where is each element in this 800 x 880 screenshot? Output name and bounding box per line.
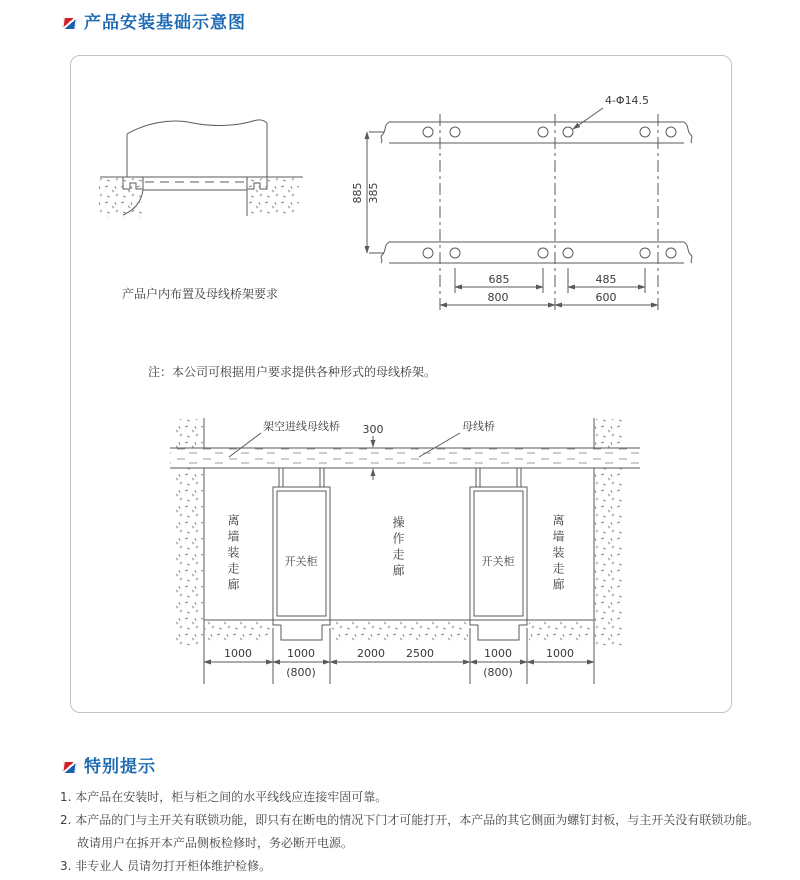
ground-hatch-middle — [332, 622, 468, 642]
dim-685: 685 — [488, 273, 510, 286]
dim-mid-2000: 2000 — [357, 647, 385, 660]
dim-left-1000: 1000 — [224, 647, 252, 660]
dim-right-1000: 1000 — [546, 647, 574, 660]
dim-cab1-800: (800) — [286, 666, 316, 679]
notice-item-3: 3. 非专业人 员请勿打开柜体维护检修。 — [60, 859, 272, 873]
overhead-busbar-label: 架空进线母线桥 — [263, 420, 340, 433]
indoor-layout-drawing — [99, 120, 303, 301]
dim-cab1-1000: 1000 — [287, 647, 315, 660]
diagram-note: 注：本公司可根据用户要求提供各种形式的母线桥架。 — [148, 365, 437, 379]
cabinet-left-label: 开关柜 — [284, 555, 318, 568]
busbar-bridge-label: 母线桥 — [462, 420, 495, 433]
corridor-wall-left-label: 离墙装走廊 — [226, 514, 240, 594]
dim-485: 485 — [595, 273, 617, 286]
notice-item-2: 2. 本产品的门与主开关有联锁功能，即只有在断电的情况下门才可能打开，本产品的其它侧面为螺钉封板，与主开关没有联锁功能。故请用户在拆开本产品侧板检修时，务必断开电源。 — [60, 813, 760, 850]
notice-section-header — [63, 757, 156, 777]
concrete-hatch-left — [99, 178, 144, 218]
cabinet-right-label: 开关柜 — [481, 555, 515, 568]
switch-cabinet-left — [273, 468, 330, 640]
concrete-hatch-right — [249, 178, 299, 214]
dim-600: 600 — [595, 291, 617, 304]
notice-section-title: 特别提示 — [84, 757, 156, 777]
dim-cab2-1000: 1000 — [484, 647, 512, 660]
install-section-header — [63, 13, 246, 33]
dim-885: 885 — [351, 182, 364, 204]
indoor-layout-caption: 产品户内布置及母线桥架要求 — [121, 287, 279, 301]
busbar-frame-drawing — [351, 94, 692, 312]
dim-mid-2500: 2500 — [406, 647, 434, 660]
foundation-section-drawing — [170, 418, 640, 684]
dim-385: 385 — [367, 182, 380, 204]
installation-diagram-panel — [70, 55, 732, 713]
busbar-bridge-band — [170, 448, 640, 468]
section-marker-icon — [62, 17, 77, 30]
notice-list — [60, 786, 766, 878]
installation-diagram — [71, 56, 731, 712]
notice-item-1: 1. 本产品在安装时，柜与柜之间的水平线线应连接牢固可靠。 — [60, 790, 388, 804]
dim-800: 800 — [487, 291, 509, 304]
dim-cab2-800: (800) — [483, 666, 513, 679]
dim-300: 300 — [362, 423, 384, 436]
hole-callout-label: 4-Φ14.5 — [604, 94, 650, 107]
section-marker-icon — [62, 761, 77, 774]
mounting-holes — [423, 127, 676, 258]
install-section-title: 产品安装基础示意图 — [84, 13, 246, 33]
switch-cabinet-right — [470, 468, 527, 640]
ground-hatch-left — [205, 622, 271, 642]
ground-hatch-right — [529, 622, 592, 642]
corridor-operation-label: 操作走廊 — [391, 516, 405, 580]
corridor-wall-right-label: 离墙装走廊 — [551, 514, 565, 594]
